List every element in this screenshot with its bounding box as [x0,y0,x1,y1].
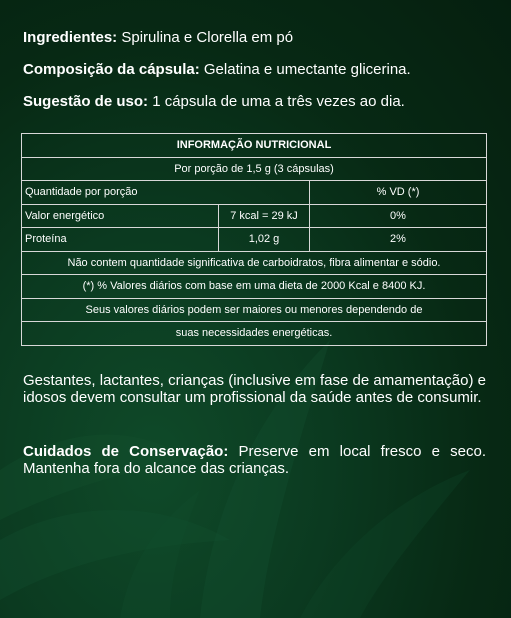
nutrient-daily-value: 0% [310,204,487,228]
storage-care-text [23,443,486,477]
nutrient-amount: 1,02 g [219,228,310,252]
ingredients-label: Ingredientes: [23,29,118,46]
nutrient-amount: 7 kcal = 29 kJ [219,204,310,228]
capsule-composition-value: Gelatina e umectante glicerina. [199,61,411,78]
capsule-composition-line [23,61,411,78]
usage-suggestion-label: Sugestão de uso: [23,93,149,110]
table-note: suas necessidades energéticas. [22,322,487,346]
nutrition-table [21,133,487,346]
portion-size: Por porção de 1,5 g (3 cápsulas) [22,157,487,181]
quantity-header: Quantidade por porção [22,181,310,205]
nutrition-table-title: INFORMAÇÃO NUTRICIONAL [22,134,487,158]
table-note: (*) % Valores diários com base em uma dieta de 2000 Kcal e 8400 KJ. [22,275,487,299]
storage-care-label: Cuidados de Conservação: [23,443,229,460]
daily-value-header: % VD (*) [310,181,487,205]
table-row [22,204,487,228]
ingredients-line [23,29,293,46]
table-note: Seus valores diários podem ser maiores ou menores dependendo de [22,298,487,322]
nutrient-name: Valor energético [22,204,219,228]
usage-suggestion-value: 1 cápsula de uma a três vezes ao dia. [148,93,405,110]
nutrient-name: Proteína [22,228,219,252]
usage-suggestion-line [23,93,405,110]
capsule-composition-label: Composição da cápsula: [23,61,200,78]
table-row [22,228,487,252]
nutrient-daily-value: 2% [310,228,487,252]
storage-care-value: Preserve em local fresco e seco. Mantenha fora do alcance das crianças. [23,443,486,477]
table-note: Não contem quantidade significativa de carboidratos, fibra alimentar e sódio. [22,251,487,275]
ingredients-value: Spirulina e Clorella em pó [117,29,294,46]
consumption-warning: Gestantes, lactantes, crianças (inclusive em fase de amamentação) e idosos devem consultar um profissional da saúde antes de consumir. [23,372,486,406]
